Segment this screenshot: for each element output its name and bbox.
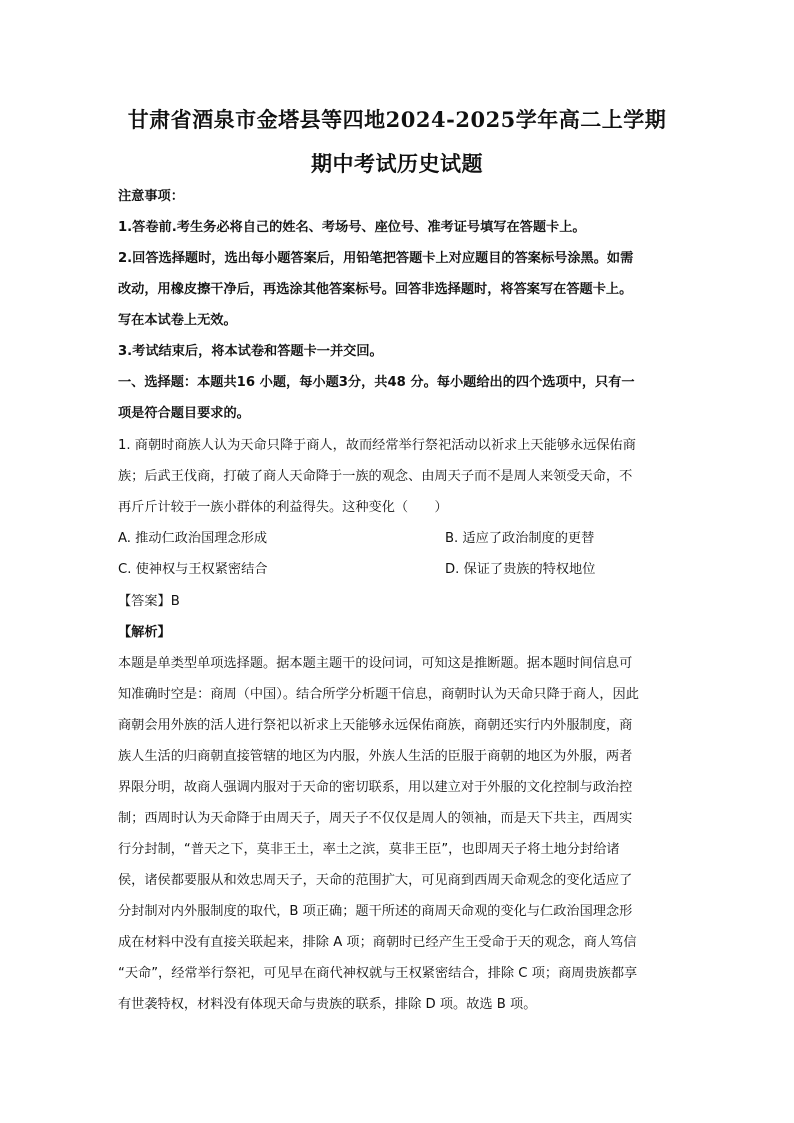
analysis-line: 制；西周时认为天命降于由周天子，周天子不仅仅是周人的领袖，而是天下共主，西周实 xyxy=(118,811,633,826)
section-heading-line-2: 项是符合题目要求的。 xyxy=(118,406,250,421)
question-1-stem-line-3: 再斤斤计较于一族小群体的利益得失。这种变化（ ） xyxy=(118,500,448,515)
analysis-line: 本题是单类型单项选择题。据本题主题干的设问词，可知这是推断题。据本题时间信息可 xyxy=(118,656,633,671)
notes-item-2-line-3: 写在本试卷上无效。 xyxy=(118,313,237,328)
option-d: D. 保证了贵族的特权地位 xyxy=(445,562,596,577)
analysis-line: 侯，诸侯都要服从和效忠周天子，天命的范围扩大，可见商到西周天命观念的变化适应了 xyxy=(118,873,633,888)
answer-line: 【答案】B xyxy=(118,594,180,609)
exam-subtitle: 期中考试历史试题 xyxy=(311,151,483,176)
notes-item-3: 3.考试结束后，将本试卷和答题卡一并交回。 xyxy=(118,344,383,359)
exam-title: 甘肃省酒泉市金塔县等四地2024-2025学年高二上学期 xyxy=(127,107,667,132)
question-1-stem-line-1: 1. 商朝时商族人认为天命只降于商人，故而经常举行祭祀活动以祈求上天能够永远保佑商 xyxy=(118,438,636,453)
option-c: C. 使神权与王权紧密结合 xyxy=(118,562,268,577)
analysis-line: 商朝会用外族的活人进行祭祀以祈求上天能够永远保佑商族，商朝还实行内外服制度，商 xyxy=(118,718,633,733)
notes-item-1: 1.答卷前.考生务必将自己的姓名、考场号、座位号、准考证号填写在答题卡上。 xyxy=(118,220,586,235)
analysis-line: “天命”，经常举行祭祀，可见早在商代神权就与王权紧密结合，排除 C 项；商周贵族都享 xyxy=(118,966,638,981)
notes-item-2-line-1: 2.回答选择题时，选出每小题答案后，用铅笔把答题卡上对应题目的答案标号涂黑。如需 xyxy=(118,251,634,266)
analysis-line: 有世袭特权，材料没有体现天命与贵族的联系，排除 D 项。故选 B 项。 xyxy=(118,997,537,1012)
option-b: B. 适应了政治制度的更替 xyxy=(445,531,595,546)
question-1-stem-line-2: 族；后武王伐商，打破了商人天命降于一族的观念、由周天子而不是周人来领受天命，不 xyxy=(118,469,633,484)
analysis-line: 族人生活的归商朝直接管辖的地区为内服，外族人生活的臣服于商朝的地区为外服，两者 xyxy=(118,749,633,764)
analysis-line: 知准确时空是：商周（中国）。结合所学分析题干信息，商朝时认为天命只降于商人，因此 xyxy=(118,687,639,702)
notes-heading: 注意事项： xyxy=(118,189,184,204)
analysis-body xyxy=(118,653,676,1025)
analysis-line: 界限分明，故商人强调内服对于天命的密切联系，用以建立对于外服的文化控制与政治控 xyxy=(118,780,633,795)
analysis-line: 行分封制，“普天之下，莫非王土，率土之滨，莫非王臣”，也即周天子将土地分封给诸 xyxy=(118,842,620,857)
notes-item-2-line-2: 改动，用橡皮擦干净后，再选涂其他答案标号。回答非选择题时，将答案写在答题卡上。 xyxy=(118,282,633,297)
analysis-heading: 【解析】 xyxy=(118,625,171,640)
analysis-line: 分封制对内外服制度的取代，B 项正确；题干所述的商周天命观的变化与仁政治国理念形 xyxy=(118,904,633,919)
section-heading-line-1: 一、选择题：本题共16 小题，每小题3分，共48 分。每小题给出的四个选项中，只有一 xyxy=(118,375,635,390)
analysis-line: 成在材料中没有直接关联起来，排除 A 项；商朝时已经产生王受命于天的观念，商人笃信 xyxy=(118,935,637,950)
option-a: A. 推动仁政治国理念形成 xyxy=(118,531,268,546)
